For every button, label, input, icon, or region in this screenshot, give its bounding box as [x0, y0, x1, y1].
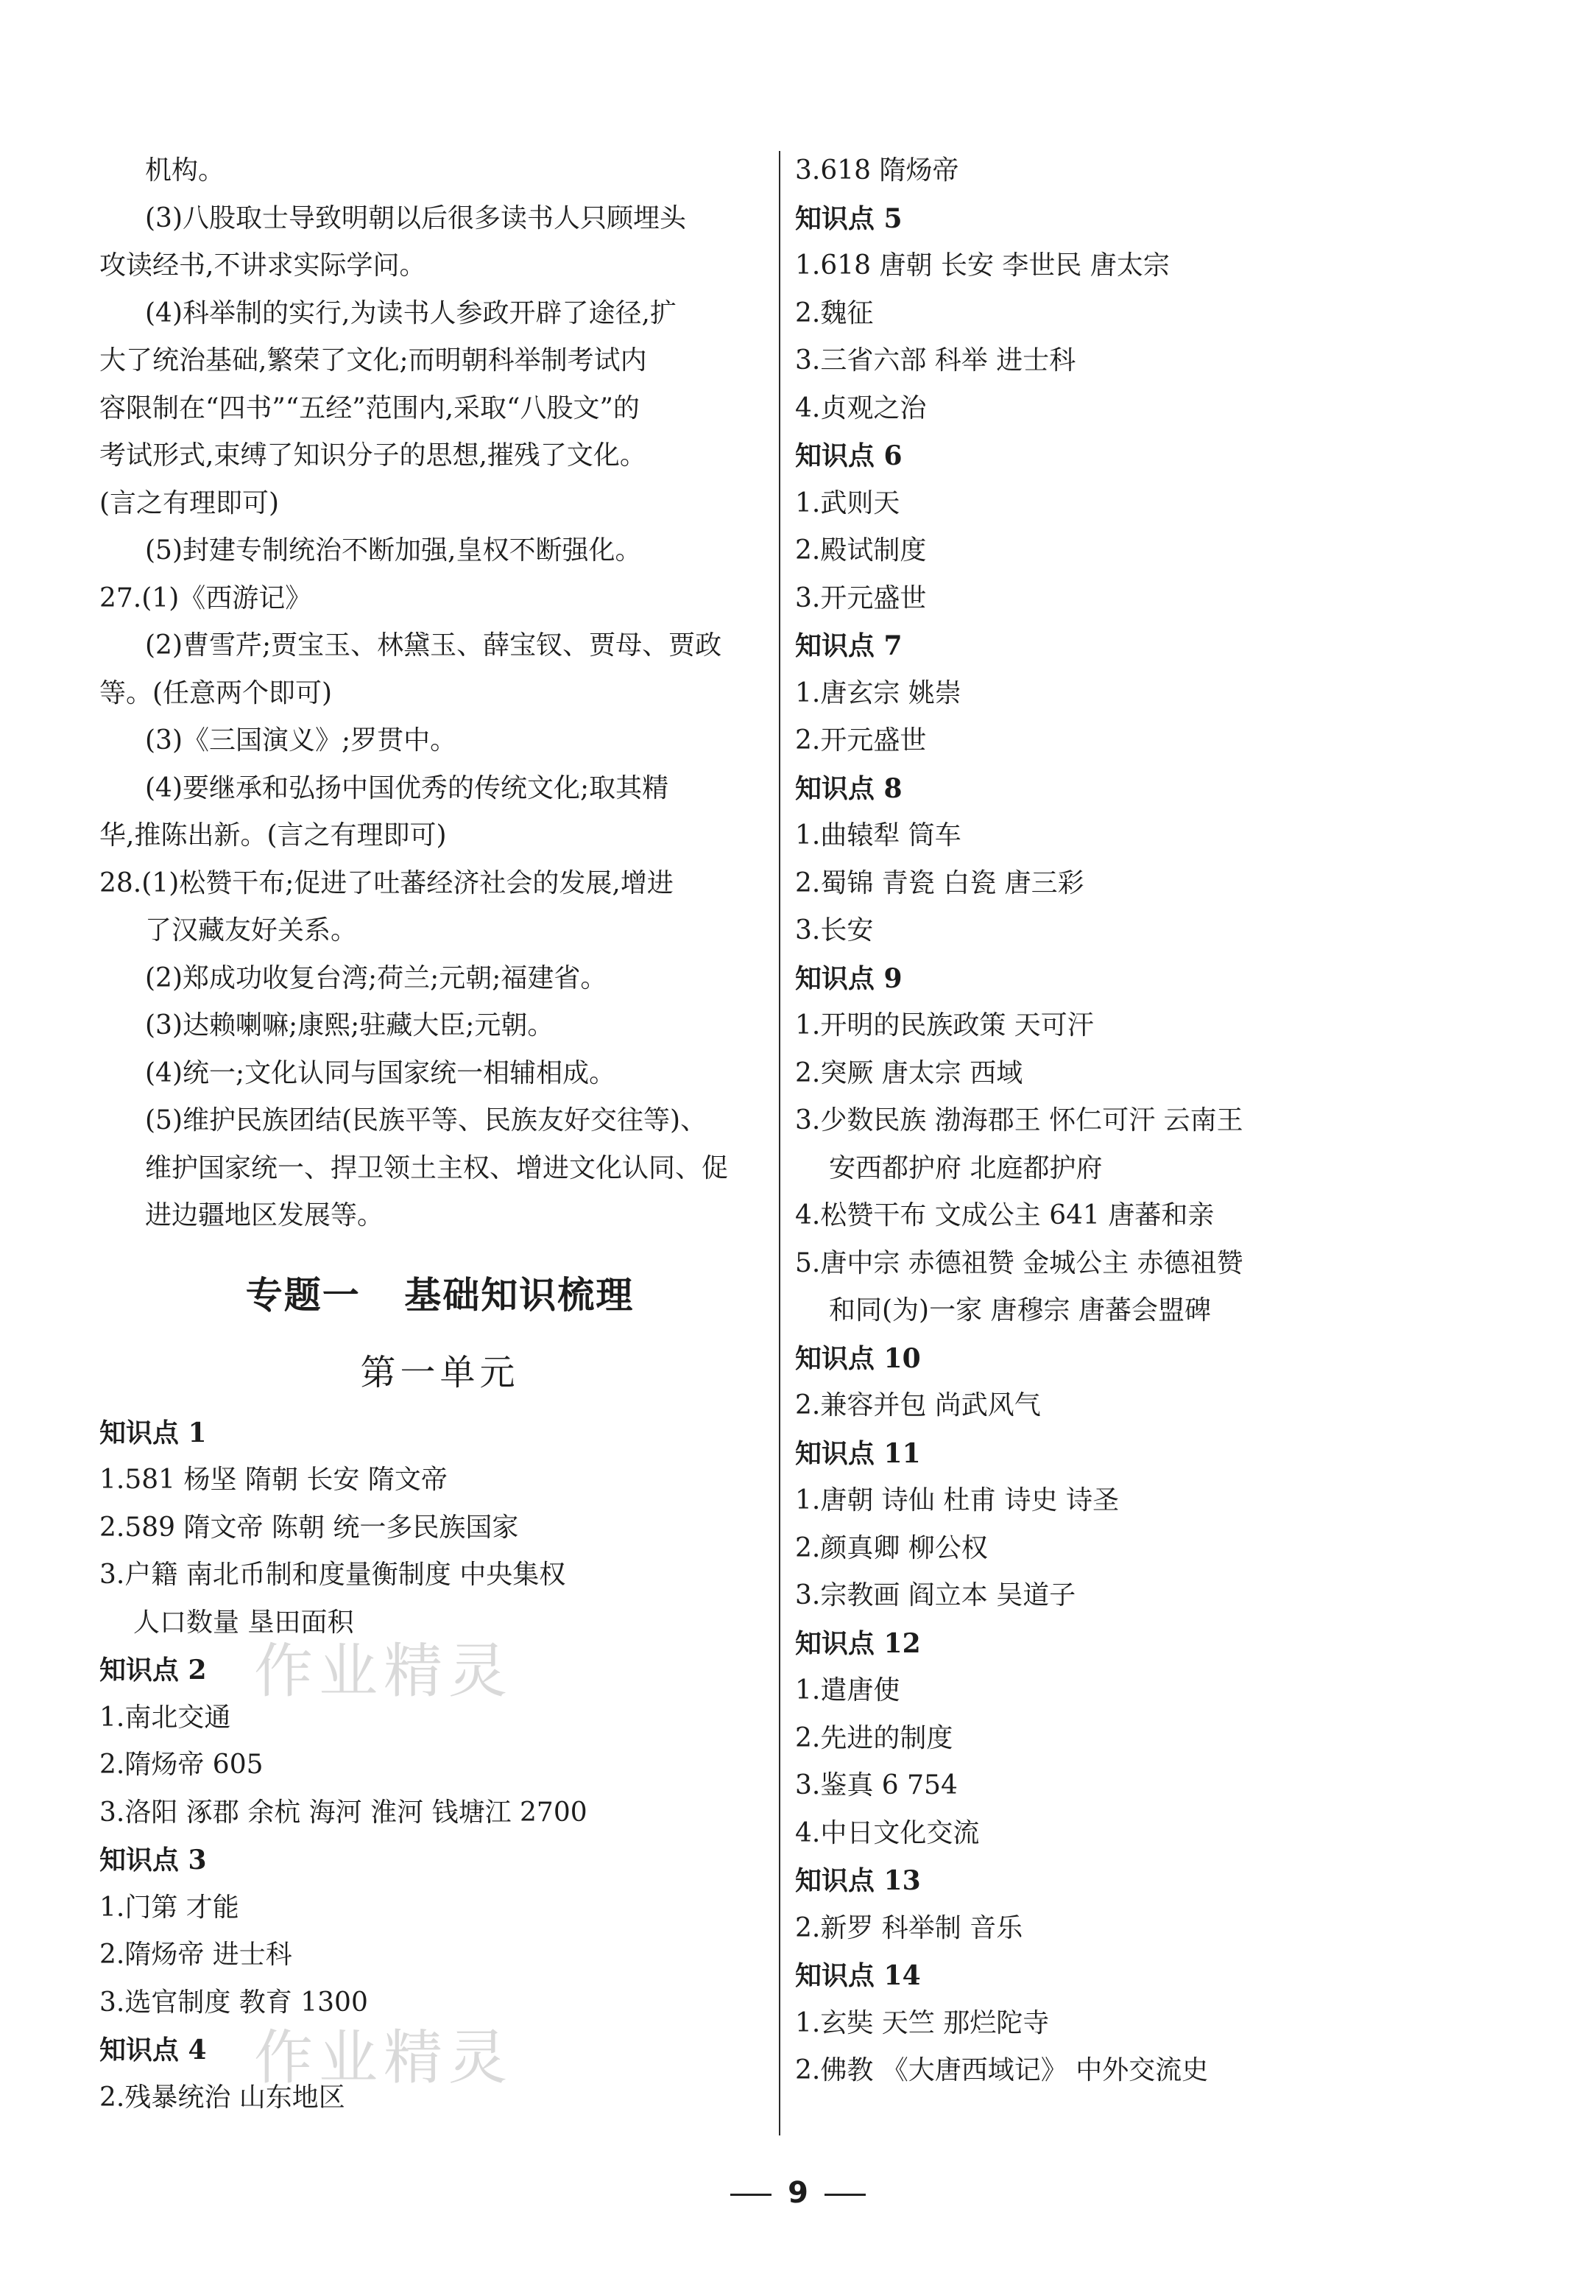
text-line: 3.少数民族 渤海郡王 怀仁可汗 云南王: [795, 1105, 1243, 1135]
text-line: 2.魏征: [795, 297, 874, 328]
text-line: 人口数量 垦田面积: [133, 1607, 354, 1638]
text-line: 3.宗教画 阎立本 吴道子: [795, 1580, 1076, 1610]
text-line: 维护国家统一、捍卫领土主权、增进文化认同、促: [145, 1152, 729, 1183]
text-line: (3)《三国演义》;罗贯中。: [145, 725, 457, 756]
footer-dash: [825, 2194, 866, 2196]
text-line: 和同(为)一家 唐穆宗 唐蕃会盟碑: [829, 1295, 1211, 1325]
knowledge-point-heading: 知识点 10: [795, 1342, 921, 1374]
text-line: (2)曹雪芹;贾宝玉、林黛玉、薛宝钗、贾母、贾政: [145, 630, 722, 661]
text-line: (5)维护民族团结(民族平等、民族友好交往等)、: [145, 1105, 707, 1135]
watermark: 作业精灵: [254, 2024, 513, 2092]
text-line: 1.曲辕犁 筒车: [795, 820, 961, 851]
text-line: (3)八股取士导致明朝以后很多读书人只顾埋头: [145, 203, 686, 233]
text-line: 1.唐玄宗 姚崇: [795, 677, 961, 708]
knowledge-point-heading: 知识点 7: [795, 630, 903, 661]
text-line: 大了统治基础,繁荣了文化;而明朝科举制考试内: [99, 345, 647, 376]
text-line: 3.户籍 南北币制和度量衡制度 中央集权: [99, 1560, 566, 1590]
text-line: 4.松赞干布 文成公主 641 唐蕃和亲: [795, 1200, 1215, 1230]
text-line: 1.玄奘 天竺 那烂陀寺: [795, 2007, 1050, 2038]
text-line: 机构。: [145, 155, 225, 186]
text-line: 5.唐中宗 赤德祖赞 金城公主 赤德祖赞: [795, 1247, 1243, 1278]
text-line: 3.洛阳 涿郡 余杭 海河 淮河 钱塘江 2700: [99, 1797, 587, 1828]
text-line: 3.三省六部 科举 进士科: [795, 345, 1076, 376]
text-line: (4)统一;文化认同与国家统一相辅相成。: [145, 1057, 616, 1088]
text-line: (5)封建专制统治不断加强,皇权不断强化。: [145, 535, 642, 566]
footer-dash: [730, 2194, 771, 2196]
answers-block: [99, 147, 780, 1240]
text-line: 2.颜真卿 柳公权: [795, 1532, 988, 1563]
knowledge-point-heading: 知识点 6: [795, 440, 903, 471]
text-line: 2.先进的制度: [795, 1722, 953, 1753]
knowledge-point-heading: 知识点 5: [795, 203, 903, 234]
text-line: 2.隋炀帝 605: [99, 1750, 264, 1780]
knowledge-point-heading: 知识点 4: [99, 2035, 207, 2066]
text-line: 1.门第 才能: [99, 1892, 239, 1923]
text-line: 2.突厥 唐太宗 西域: [795, 1057, 1023, 1088]
text-line: 安西都护府 北庭都护府: [829, 1152, 1103, 1183]
page-number: 9: [788, 2176, 808, 2210]
text-line: 27.(1)《西游记》: [99, 582, 312, 613]
knowledge-point-heading: 知识点 13: [795, 1865, 921, 1896]
knowledge-point-heading: 知识点 9: [795, 962, 903, 994]
text-line: 2.殿试制度: [795, 535, 927, 566]
unit-title: 第一单元: [360, 1351, 520, 1393]
knowledge-point-heading: 知识点 1: [99, 1417, 207, 1448]
text-line: 1.武则天: [795, 487, 900, 518]
knowledge-point-heading: 知识点 2: [99, 1655, 207, 1686]
text-line: 1.581 杨坚 隋朝 长安 隋文帝: [99, 1465, 448, 1495]
text-line: 攻读经书,不讲求实际学问。: [99, 250, 426, 281]
text-line: 2.蜀锦 青瓷 白瓷 唐三彩: [795, 867, 1084, 898]
text-line: 2.589 隋文帝 陈朝 统一多民族国家: [99, 1512, 519, 1543]
text-line: 1.618 唐朝 长安 李世民 唐太宗: [795, 250, 1170, 281]
text-line: 4.贞观之治: [795, 392, 927, 423]
text-line: 3.选官制度 教育 1300: [99, 1987, 368, 2018]
text-line: (4)科举制的实行,为读书人参政开辟了途径,扩: [145, 297, 677, 328]
text-line: 3.鉴真 6 754: [795, 1770, 958, 1800]
knowledge-point-heading: 知识点 8: [795, 772, 903, 804]
text-line: 容限制在“四书”“五经”范围内,采取“八股文”的: [99, 392, 640, 423]
text-line: 考试形式,束缚了知识分子的思想,摧残了文化。: [99, 440, 646, 471]
text-line: 2.佛教 《大唐西域记》 中外交流史: [795, 2055, 1209, 2085]
knowledge-point-heading: 知识点 14: [795, 1960, 921, 1991]
watermark: 作业精灵: [254, 1637, 513, 1705]
text-line: 1.南北交通: [99, 1702, 231, 1733]
text-line: (2)郑成功收复台湾;荷兰;元朝;福建省。: [145, 962, 607, 993]
text-line: (4)要继承和弘扬中国优秀的传统文化;取其精: [145, 772, 669, 803]
text-line: 1.遣唐使: [795, 1675, 900, 1705]
text-line: 1.唐朝 诗仙 杜甫 诗史 诗圣: [795, 1485, 1120, 1515]
text-line: 2.新罗 科举制 音乐: [795, 1912, 1023, 1943]
text-line: 3.长安: [795, 915, 874, 945]
right-column: [795, 147, 1480, 2095]
text-line: 2.开元盛世: [795, 725, 927, 756]
page-footer: [0, 2176, 1596, 2210]
section-title: 专题一 基础知识梳理: [245, 1272, 635, 1317]
text-line: (言之有理即可): [99, 487, 280, 518]
text-line: 华,推陈出新。(言之有理即可): [99, 820, 447, 851]
text-line: 等。(任意两个即可): [99, 677, 333, 708]
text-line: (3)达赖喇嘛;康熙;驻藏大臣;元朝。: [145, 1010, 554, 1040]
text-line: 3.618 隋炀帝: [795, 155, 959, 186]
text-line: 2.兼容并包 尚武风气: [795, 1390, 1041, 1420]
left-column: [99, 147, 780, 2121]
text-line: 1.开明的民族政策 天可汗: [795, 1010, 1094, 1040]
text-line: 3.开元盛世: [795, 582, 927, 613]
text-line: 28.(1)松赞干布;促进了吐蕃经济社会的发展,增进: [99, 867, 674, 898]
knowledge-point-heading: 知识点 12: [795, 1627, 921, 1659]
knowledge-point-heading: 知识点 11: [795, 1437, 921, 1469]
text-line: 2.隋炀帝 进士科: [99, 1940, 292, 1970]
text-line: 4.中日文化交流: [795, 1817, 980, 1848]
text-line: 2.残暴统治 山东地区: [99, 2082, 345, 2113]
text-line: 了汉藏友好关系。: [145, 915, 358, 945]
knowledge-point-heading: 知识点 3: [99, 1845, 207, 1876]
column-divider: [779, 151, 780, 2135]
text-line: 进边疆地区发展等。: [145, 1200, 384, 1230]
